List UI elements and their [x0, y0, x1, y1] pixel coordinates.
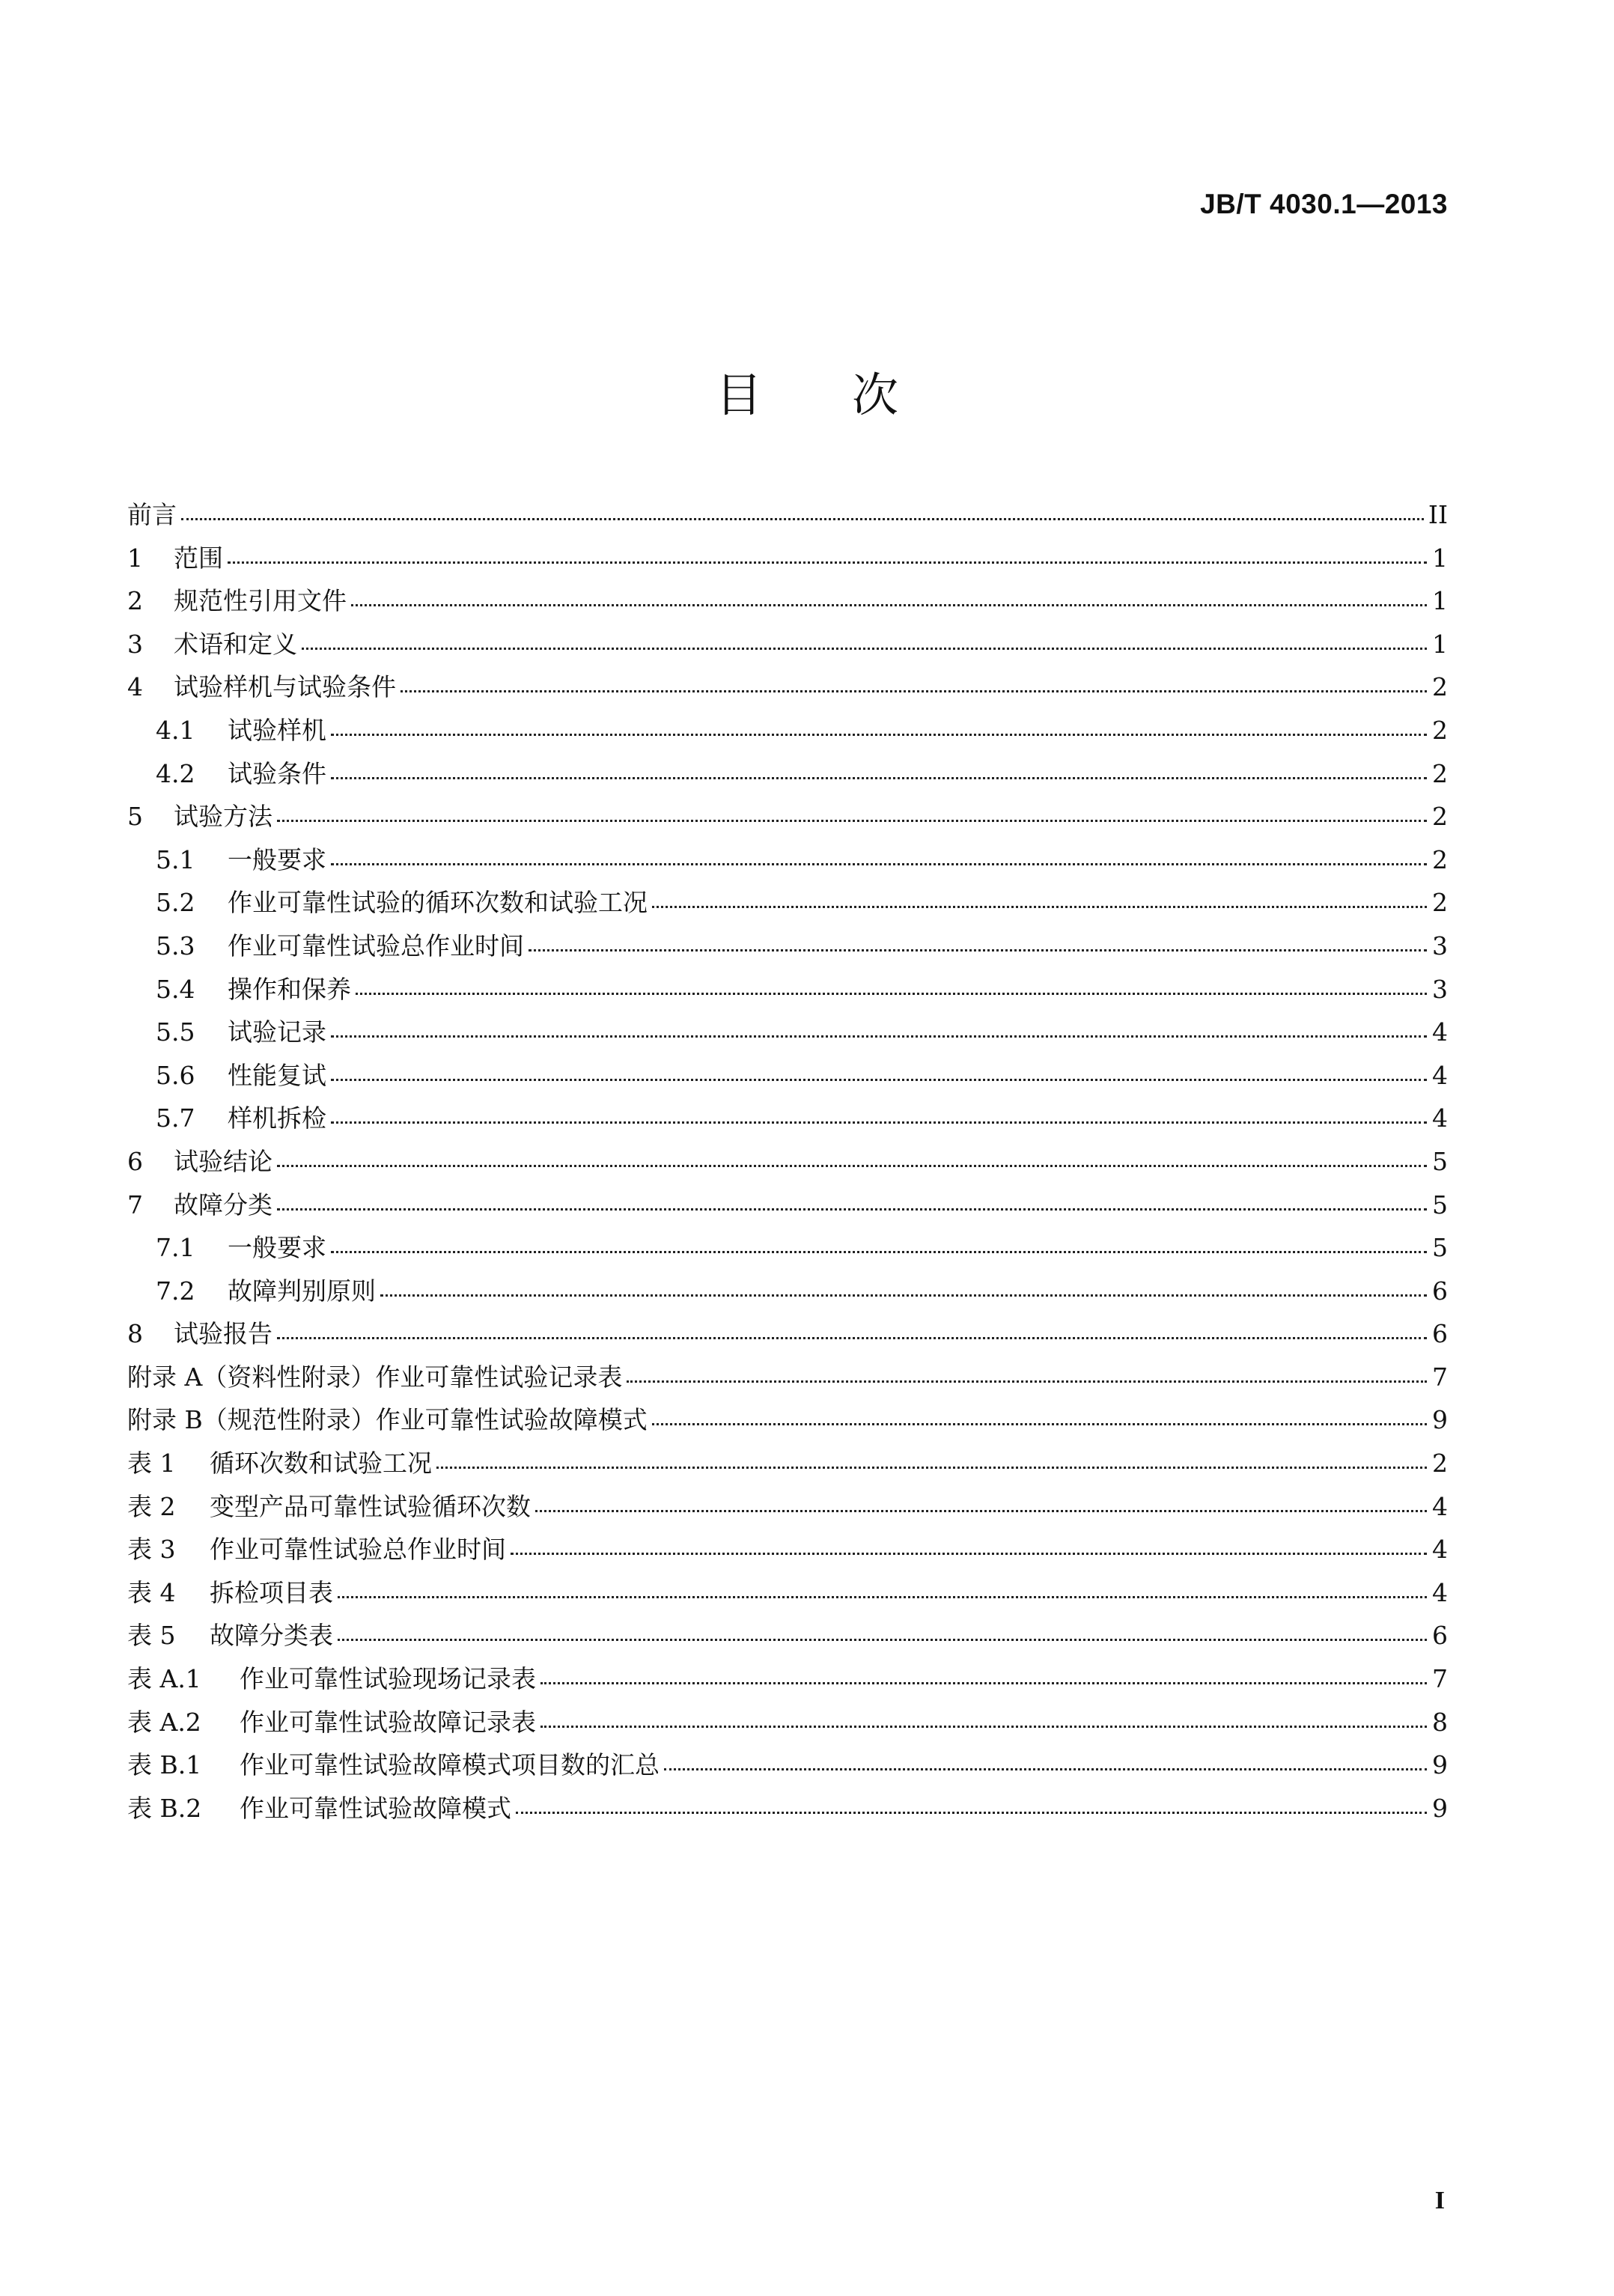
toc-dot-leader [331, 733, 1427, 736]
toc-entry-page: 1 [1432, 629, 1448, 659]
toc-entry-number: 表 3 [127, 1535, 176, 1565]
toc-entry-number: 5.3 [156, 931, 195, 960]
toc-dot-leader [228, 561, 1427, 564]
toc-entry[interactable] [127, 1616, 1448, 1660]
toc-entry[interactable] [127, 883, 1448, 927]
toc-entry-label: 作业可靠性试验故障模式 [240, 1793, 511, 1823]
toc-entry-number: 4 [127, 672, 143, 702]
toc-entry-label: 试验记录 [228, 1017, 326, 1047]
toc-entry-number: 5.5 [156, 1017, 195, 1047]
toc-dot-leader [302, 647, 1427, 650]
toc-entry[interactable] [127, 1315, 1448, 1358]
toc-entry-label: 故障分类 [174, 1190, 272, 1219]
toc-entry-label: 术语和定义 [174, 629, 297, 659]
toc-entry-page: 2 [1432, 888, 1448, 918]
toc-entry-label: 附录 B（规范性附录）作业可靠性试验故障模式 [127, 1405, 648, 1435]
toc-entry-page: 4 [1432, 1491, 1448, 1521]
toc-entry-label: 作业可靠性试验总作业时间 [228, 931, 524, 960]
toc-entry-label: 故障判别原则 [228, 1276, 376, 1306]
toc-dot-leader [277, 819, 1427, 822]
toc-entry-page: 7 [1432, 1362, 1448, 1392]
toc-entry-label: 拆检项目表 [210, 1577, 333, 1607]
toc-entry-label: 作业可靠性试验现场记录表 [240, 1664, 536, 1694]
toc-entry[interactable] [127, 797, 1448, 841]
toc-entry-page: 3 [1432, 974, 1448, 1004]
toc-entry[interactable] [127, 927, 1448, 970]
toc-entry-page: 2 [1432, 802, 1448, 832]
toc-entry-page: 4 [1432, 1060, 1448, 1090]
toc-entry-number: 7.1 [156, 1233, 195, 1263]
toc-entry-label: 试验方法 [174, 802, 272, 832]
document-number: JB/T 4030.1—2013 [1200, 189, 1448, 219]
toc-entry-page: 9 [1432, 1750, 1448, 1780]
toc-entry[interactable] [127, 539, 1448, 582]
toc-entry-label: 作业可靠性试验的循环次数和试验工况 [228, 888, 648, 918]
toc-entry-label: 故障分类表 [210, 1621, 333, 1651]
toc-entry-label: 性能复试 [228, 1060, 326, 1090]
toc-entry-label: 试验结论 [174, 1146, 272, 1176]
toc-dot-leader [331, 862, 1427, 865]
toc-dot-leader [540, 1681, 1427, 1684]
toc-entry-number: 3 [127, 629, 143, 659]
toc-entry[interactable] [127, 711, 1448, 755]
toc-entry-page: 4 [1432, 1017, 1448, 1047]
toc-entry[interactable] [127, 1789, 1448, 1833]
toc-dot-leader [351, 603, 1427, 606]
toc-entry[interactable] [127, 668, 1448, 711]
toc-entry-label: 试验报告 [174, 1319, 272, 1349]
toc-entry-label: 样机拆检 [228, 1103, 326, 1133]
toc-entry-number: 表 A.2 [127, 1707, 201, 1737]
toc-entry-label: 试验样机 [228, 715, 326, 745]
toc-entry-page: II [1428, 500, 1448, 529]
toc-entry-page: 1 [1432, 543, 1448, 573]
page-title: 目次 [715, 368, 988, 422]
toc-dot-leader [529, 948, 1427, 951]
toc-entry[interactable] [127, 1228, 1448, 1272]
toc-dot-leader [356, 992, 1427, 995]
toc-entry-label: 作业可靠性试验故障记录表 [240, 1707, 536, 1737]
toc-entry[interactable] [127, 496, 1448, 539]
toc-entry-page: 3 [1432, 931, 1448, 960]
toc-entry-number: 表 A.1 [127, 1664, 201, 1694]
toc-entry-page: 2 [1432, 844, 1448, 874]
toc-entry[interactable] [127, 1487, 1448, 1531]
toc-entry-number: 8 [127, 1319, 143, 1349]
toc-dot-leader [516, 1811, 1427, 1814]
table-of-contents [127, 496, 1448, 1832]
toc-entry[interactable] [127, 625, 1448, 669]
toc-entry[interactable] [127, 1099, 1448, 1142]
toc-dot-leader [627, 1380, 1427, 1383]
toc-entry-label: 试验样机与试验条件 [174, 672, 396, 702]
toc-entry[interactable] [127, 1272, 1448, 1315]
toc-entry-label: 一般要求 [228, 844, 326, 874]
toc-entry-number: 4.2 [156, 758, 195, 788]
toc-entry-page: 2 [1432, 715, 1448, 745]
toc-entry-label: 变型产品可靠性试验循环次数 [210, 1491, 531, 1521]
toc-dot-leader [436, 1466, 1427, 1469]
toc-entry-number: 表 B.1 [127, 1750, 202, 1780]
toc-dot-leader [181, 517, 1424, 520]
toc-entry-page: 5 [1432, 1233, 1448, 1263]
toc-entry[interactable] [127, 970, 1448, 1014]
toc-entry-label: 前言 [127, 500, 177, 529]
toc-entry-page: 8 [1432, 1707, 1448, 1737]
toc-entry-label: 规范性引用文件 [174, 586, 347, 616]
toc-entry-number: 5 [127, 802, 143, 832]
toc-entry[interactable] [127, 1703, 1448, 1747]
toc-dot-leader [331, 776, 1427, 779]
toc-entry-number: 5.2 [156, 888, 195, 918]
toc-entry-page: 9 [1432, 1793, 1448, 1823]
toc-entry[interactable] [127, 1056, 1448, 1100]
toc-entry-number: 表 1 [127, 1449, 176, 1479]
toc-dot-leader [401, 689, 1427, 692]
toc-dot-leader [331, 1121, 1427, 1124]
toc-dot-leader [511, 1552, 1427, 1555]
toc-entry-page: 5 [1432, 1146, 1448, 1176]
toc-entry[interactable] [127, 1142, 1448, 1186]
toc-entry[interactable] [127, 1660, 1448, 1703]
toc-entry[interactable] [127, 1401, 1448, 1444]
toc-dot-leader [331, 1035, 1427, 1038]
toc-entry-page: 4 [1432, 1535, 1448, 1565]
toc-dot-leader [277, 1336, 1427, 1339]
toc-entry-label: 一般要求 [228, 1233, 326, 1263]
toc-entry-page: 2 [1432, 672, 1448, 702]
toc-entry[interactable] [127, 1444, 1448, 1487]
toc-dot-leader [277, 1208, 1427, 1211]
toc-entry-label: 范围 [174, 543, 223, 573]
toc-dot-leader [652, 905, 1427, 908]
toc-dot-leader [540, 1725, 1427, 1728]
toc-dot-leader [331, 1078, 1427, 1081]
toc-entry-page: 5 [1432, 1190, 1448, 1219]
toc-entry-page: 6 [1432, 1276, 1448, 1306]
toc-entry-number: 5.7 [156, 1103, 195, 1133]
toc-entry[interactable] [127, 1574, 1448, 1617]
toc-dot-leader [535, 1509, 1427, 1512]
toc-entry[interactable] [127, 1746, 1448, 1789]
toc-entry[interactable] [127, 1530, 1448, 1574]
toc-entry-page: 1 [1432, 586, 1448, 616]
toc-dot-leader [652, 1422, 1427, 1425]
toc-entry-number: 6 [127, 1146, 143, 1176]
toc-entry-page: 4 [1432, 1577, 1448, 1607]
toc-entry-number: 表 2 [127, 1491, 176, 1521]
toc-entry-label: 附录 A（资料性附录）作业可靠性试验记录表 [127, 1362, 623, 1392]
toc-entry-number: 7.2 [156, 1276, 195, 1306]
toc-dot-leader [664, 1767, 1427, 1770]
toc-entry-page: 9 [1432, 1405, 1448, 1435]
toc-entry-number: 5.4 [156, 974, 195, 1004]
toc-entry-page: 7 [1432, 1664, 1448, 1694]
toc-entry[interactable] [127, 1013, 1448, 1056]
toc-entry-page: 2 [1432, 758, 1448, 788]
page-number: I [1434, 2187, 1445, 2214]
toc-entry-number: 5.1 [156, 844, 195, 874]
toc-entry-label: 试验条件 [228, 758, 326, 788]
toc-entry-number: 表 B.2 [127, 1793, 202, 1823]
toc-entry-label: 作业可靠性试验总作业时间 [210, 1535, 506, 1565]
toc-entry-number: 表 5 [127, 1621, 176, 1651]
toc-entry-page: 6 [1432, 1621, 1448, 1651]
toc-dot-leader [380, 1294, 1427, 1297]
toc-entry-page: 4 [1432, 1103, 1448, 1133]
toc-dot-leader [277, 1164, 1427, 1167]
toc-entry-number: 2 [127, 586, 143, 616]
toc-dot-leader [331, 1250, 1427, 1253]
toc-entry-number: 7 [127, 1190, 143, 1219]
toc-entry[interactable] [127, 755, 1448, 798]
toc-entry-page: 6 [1432, 1319, 1448, 1349]
toc-dot-leader [338, 1638, 1427, 1641]
toc-entry[interactable] [127, 582, 1448, 625]
toc-entry-label: 操作和保养 [228, 974, 351, 1004]
toc-entry[interactable] [127, 841, 1448, 884]
toc-dot-leader [338, 1595, 1427, 1598]
toc-entry-number: 4.1 [156, 715, 195, 745]
toc-entry-label: 作业可靠性试验故障模式项目数的汇总 [240, 1750, 660, 1780]
toc-entry[interactable] [127, 1186, 1448, 1229]
toc-entry-number: 5.6 [156, 1060, 195, 1090]
toc-entry[interactable] [127, 1358, 1448, 1401]
toc-entry-label: 循环次数和试验工况 [210, 1449, 432, 1479]
toc-entry-number: 1 [127, 543, 143, 573]
toc-entry-page: 2 [1432, 1449, 1448, 1479]
toc-entry-number: 表 4 [127, 1577, 176, 1607]
